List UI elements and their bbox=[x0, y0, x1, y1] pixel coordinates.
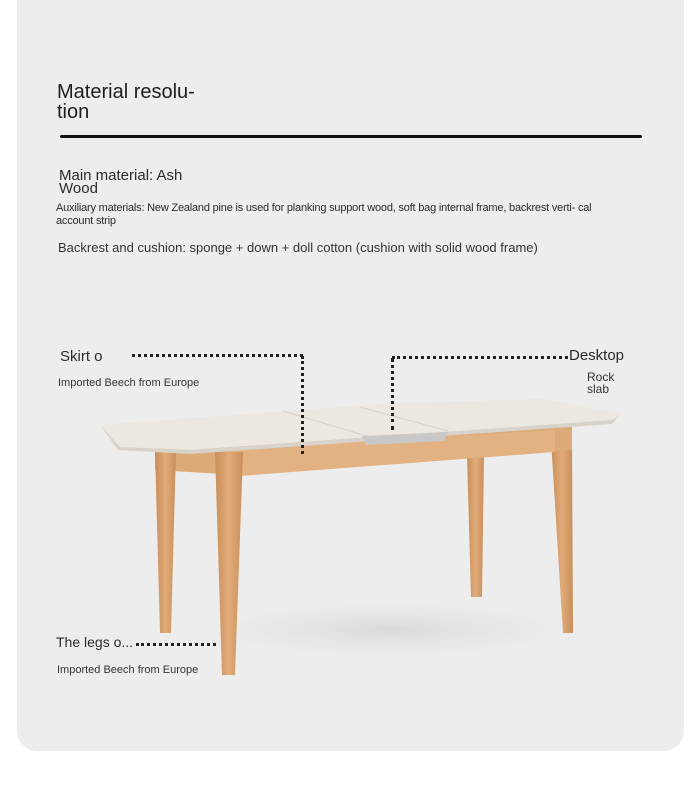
legs-leader-horizontal bbox=[136, 643, 216, 646]
main-material-text: Main material: Ash Wood bbox=[59, 167, 183, 197]
auxiliary-materials-text: Auxiliary materials: New Zealand pine is used for planking support wood, soft bag internal frame, backrest verti- cal account strip bbox=[56, 202, 592, 227]
desktop-leader-vertical bbox=[391, 358, 394, 430]
skirt-callout-detail: Imported Beech from Europe bbox=[58, 377, 200, 389]
legs-callout-label: The legs o... bbox=[56, 634, 134, 650]
skirt-callout-label: Skirt o bbox=[60, 348, 103, 365]
desktop-leader-horizontal bbox=[392, 356, 568, 359]
skirt-leader-horizontal bbox=[132, 354, 303, 357]
desktop-callout-label: Desktop bbox=[569, 347, 625, 364]
section-title: Material resolu- tion bbox=[57, 81, 195, 123]
legs-callout-detail: Imported Beech from Europe bbox=[57, 664, 199, 676]
desktop-callout-detail: Rock slab bbox=[587, 370, 615, 396]
backrest-cushion-text: Backrest and cushion: sponge + down + doll cotton (cushion with solid wood frame) bbox=[58, 240, 538, 255]
skirt-leader-vertical bbox=[301, 356, 304, 454]
